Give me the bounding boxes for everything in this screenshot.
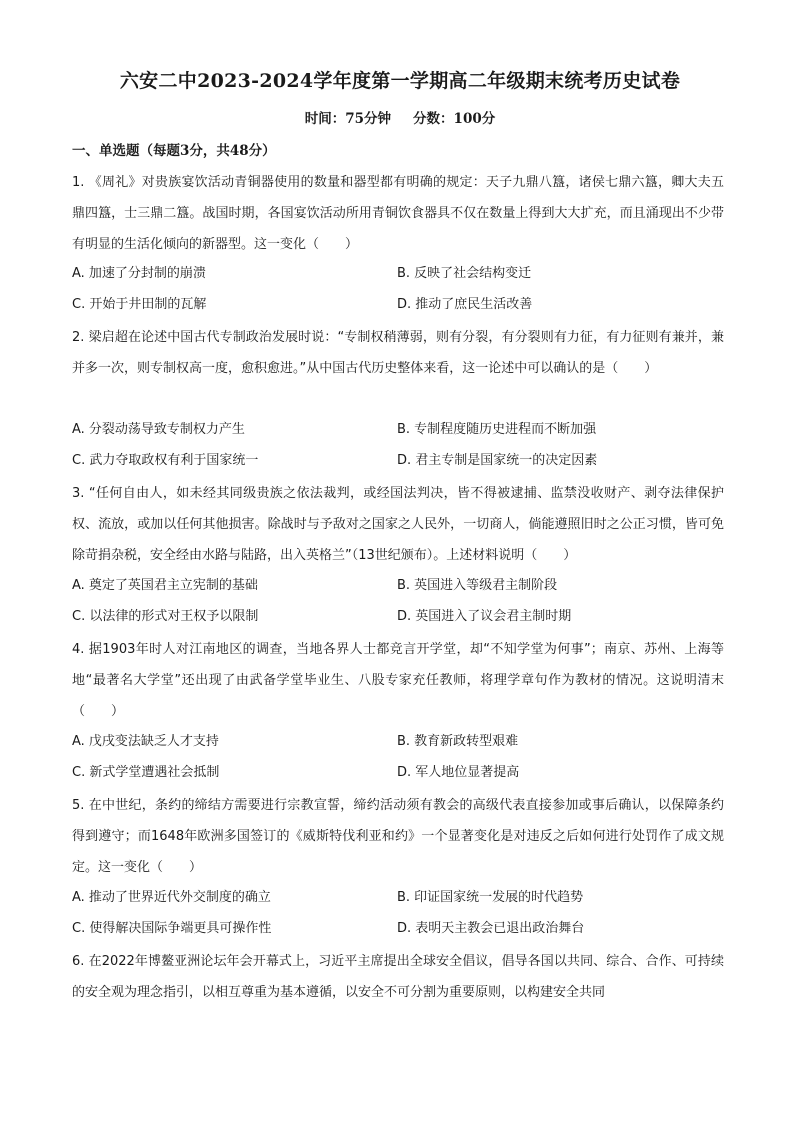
question-4-stem: 4. 据1903年时人对江南地区的调查，当地各界人士都竞言开学堂，却“不知学堂为何事”；南京、苏州、上海等地“最著名大学堂”还出现了由武备学堂毕业生、八股专家充任教师，将理学章句作为教材的情况。这说明清末（ ） bbox=[72, 642, 724, 719]
question-2-option-c[interactable]: C. 武力夺取政权有利于国家统一 bbox=[72, 453, 259, 468]
question-5-option-c[interactable]: C. 使得解决国际争端更具可操作性 bbox=[72, 921, 272, 936]
question-3-option-b[interactable]: B. 英国进入等级君主制阶段 bbox=[397, 578, 558, 593]
question-3-option-d[interactable]: D. 英国进入了议会君主制时期 bbox=[397, 609, 572, 624]
question-1-stem: 1. 《周礼》对贵族宴饮活动青铜器使用的数量和器型都有明确的规定：天子九鼎八簋，诸侯七鼎六簋，卿大夫五鼎四簋，士三鼎二簋。战国时期，各国宴饮活动所用青铜饮食器具不仅在数量上得到大大扩充，而且涌现出不少带有明显的生活化倾向的新器型。这一变化（ ） bbox=[72, 175, 724, 252]
question-4-option-b[interactable]: B. 教育新政转型艰难 bbox=[397, 734, 519, 749]
exam-time: 时间：75分钟 bbox=[304, 111, 392, 127]
question-2-option-b[interactable]: B. 专制程度随历史进程而不断加强 bbox=[397, 422, 597, 437]
question-2-option-a[interactable]: A. 分裂动荡导致专制权力产生 bbox=[72, 422, 245, 437]
section-heading: 一、单选题（每题3分，共48分） bbox=[72, 143, 276, 159]
question-2-stem: 2. 梁启超在论述中国古代专制政治发展时说：“专制权稍薄弱，则有分裂，有分裂则有力征，有力征则有兼并，兼并多一次，则专制权高一度，愈积愈进。”从中国古代历史整体来看，这一论述中可以确认的是（ ） bbox=[72, 330, 724, 376]
question-2-option-d[interactable]: D. 君主专制是国家统一的决定因素 bbox=[397, 453, 598, 468]
question-1-option-b[interactable]: B. 反映了社会结构变迁 bbox=[397, 266, 532, 281]
question-1-option-d[interactable]: D. 推动了庶民生活改善 bbox=[397, 297, 533, 312]
question-5-option-d[interactable]: D. 表明天主教会已退出政治舞台 bbox=[397, 921, 585, 936]
question-1-option-a[interactable]: A. 加速了分封制的崩溃 bbox=[72, 266, 206, 281]
question-1-option-c[interactable]: C. 开始于井田制的瓦解 bbox=[72, 297, 207, 312]
page-title: 六安二中2023-2024学年度第一学期高二年级期末统考历史试卷 bbox=[119, 70, 681, 92]
exam-score: 分数：100分 bbox=[413, 111, 496, 127]
exam-info bbox=[60, 107, 740, 127]
question-5-option-a[interactable]: A. 推动了世界近代外交制度的确立 bbox=[72, 890, 271, 905]
question-3-stem: 3. “任何自由人，如未经其同级贵族之依法裁判，或经国法判决，皆不得被逮捕、监禁没收财产、剥夺法律保护权、流放，或加以任何其他损害。除战时与予敌对之国家之人民外，一切商人，倘能遵照旧时之公正习惯，皆可免除苛捐杂税，安全经由水路与陆路，出入英格兰”（13世纪颁布）。上述材料说明（ ） bbox=[72, 486, 724, 563]
question-3-option-a[interactable]: A. 奠定了英国君主立宪制的基础 bbox=[72, 578, 258, 593]
question-5-option-b[interactable]: B. 印证国家统一发展的时代趋势 bbox=[397, 890, 584, 905]
question-5-stem: 5. 在中世纪，条约的缔结方需要进行宗教宣誓，缔约活动须有教会的高级代表直接参加或事后确认，以保障条约得到遵守；而1648年欧洲多国签订的《威斯特伐利亚和约》一个显著变化是对违反之后如何进行处罚作了成文规定。这一变化（ ） bbox=[72, 798, 724, 875]
question-4-option-a[interactable]: A. 戊戌变法缺乏人才支持 bbox=[72, 734, 219, 749]
question-4-option-c[interactable]: C. 新式学堂遭遇社会抵制 bbox=[72, 765, 220, 780]
question-3-option-c[interactable]: C. 以法律的形式对王权予以限制 bbox=[72, 609, 259, 624]
question-4-option-d[interactable]: D. 军人地位显著提高 bbox=[397, 765, 520, 780]
question-6-stem: 6. 在2022年博鳌亚洲论坛年会开幕式上，习近平主席提出全球安全倡议，倡导各国以共同、综合、合作、可持续的安全观为理念指引，以相互尊重为基本遵循，以安全不可分割为重要原则，以构建安全共同 bbox=[72, 954, 724, 1000]
